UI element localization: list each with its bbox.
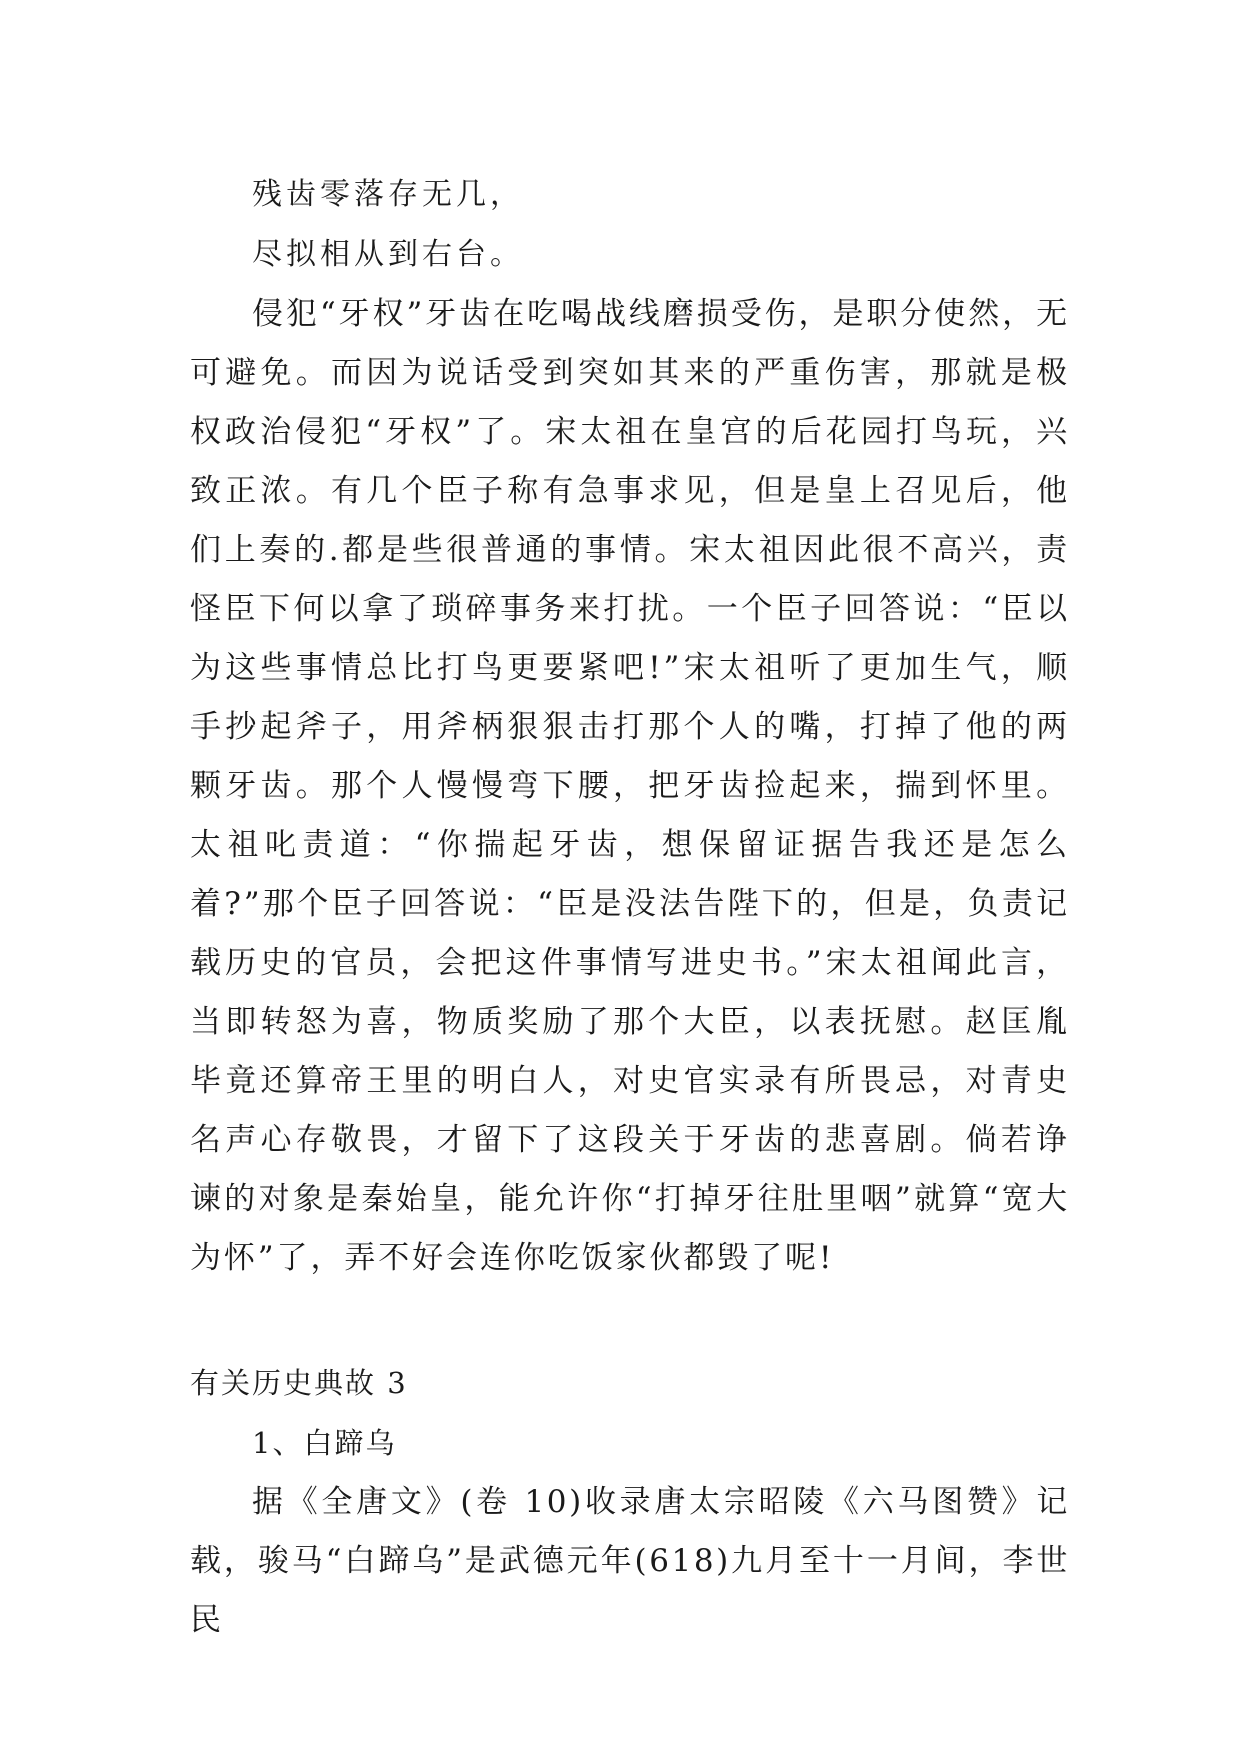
section-subheading: 1、白蹄乌 (252, 1426, 397, 1460)
poem-line-1: 残齿零落存无几， (252, 177, 524, 212)
poem-line-2: 尽拟相从到右台。 (252, 237, 524, 272)
section-heading: 有关历史典故 3 (190, 1366, 408, 1400)
document-body (190, 165, 1070, 1650)
paragraph-baitiwu: 据《全唐文》(卷 10)收录唐太宗昭陵《六马图赞》记载，骏马“白蹄乌”是武德元年(618)九月至十一月间，李世民 (190, 1484, 1070, 1638)
paragraph-tooth-rights: 侵犯“牙权”牙齿在吃喝战线磨损受伤，是职分使然，无可避免。而因为说话受到突如其来的严重伤害，那就是极权政治侵犯“牙权”了。宋太祖在皇宫的后花园打鸟玩，兴致正浓。有几个臣子称有急事求见，但是皇上召见后，他们上奏的.都是些很普通的事情。宋太祖因此很不高兴，责怪臣下何以拿了琐碎事务来打扰。一个臣子回答说：“臣以为这些事情总比打鸟更要紧吧!”宋太祖听了更加生气，顺手抄起斧子，用斧柄狠狠击打那个人的嘴，打掉了他的两颗牙齿。那个人慢慢弯下腰，把牙齿捡起来，揣到怀里。太祖叱责道：“你揣起牙齿，想保留证据告我还是怎么着?”那个臣子回答说：“臣是没法告陛下的，但是，负责记载历史的官员，会把这件事情写进史书。”宋太祖闻此言，当即转怒为喜，物质奖励了那个大臣，以表抚慰。赵匡胤毕竟还算帝王里的明白人，对史官实录有所畏忌，对青史名声心存敬畏，才留下了这段关于牙齿的悲喜剧。倘若诤谏的对象是秦始皇，能允许你“打掉牙往肚里咽”就算“宽大为怀”了，弄不好会连你吃饭家伙都毁了呢! (190, 296, 1070, 1276)
section-spacer (190, 1288, 1070, 1350)
